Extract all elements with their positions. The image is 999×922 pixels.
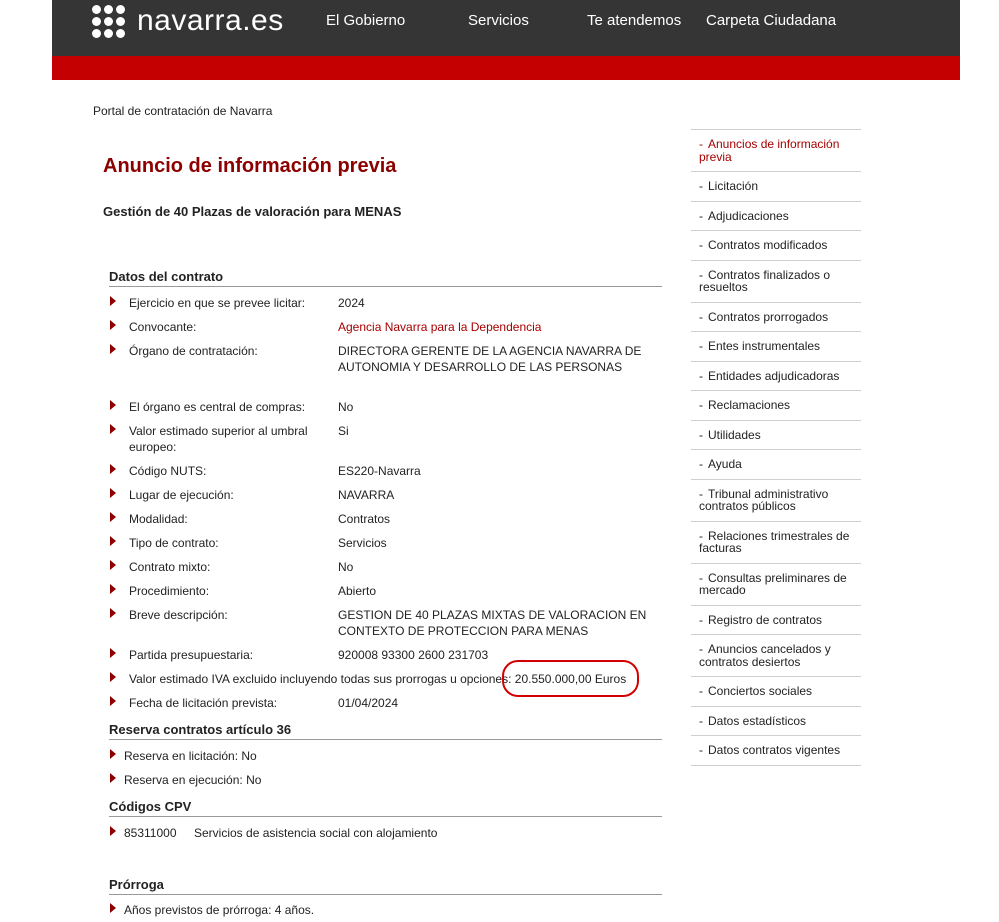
field-value: Abierto: [338, 584, 377, 598]
sidebar-item-ayuda[interactable]: - Ayuda: [691, 450, 861, 480]
sidebar-item-relaciones-trimestrales[interactable]: - Relaciones trimestrales de facturas: [691, 522, 861, 564]
sidebar-item-entes-instrumentales[interactable]: - Entes instrumentales: [691, 332, 861, 362]
bullet-icon: [110, 749, 116, 759]
bullet-icon: [110, 672, 116, 682]
convocante-link[interactable]: Agencia Navarra para la Dependencia: [338, 320, 542, 334]
sidebar-item-entidades-adjudicadoras[interactable]: - Entidades adjudicadoras: [691, 362, 861, 392]
section-title-contrato: Datos del contrato: [109, 269, 662, 287]
bullet-icon: [110, 320, 116, 330]
sidebar-item-consultas-preliminares[interactable]: - Consultas preliminares de mercado: [691, 564, 861, 606]
nav-servicios[interactable]: Servicios: [468, 12, 529, 29]
site-logo[interactable]: [92, 3, 284, 39]
bullet-icon: [110, 696, 116, 706]
prorroga-anos: Años previstos de prórroga: 4 años.: [124, 903, 315, 917]
cpv-code: 85311000: [124, 826, 177, 840]
page-subtitle: Gestión de 40 Plazas de valoración para MENAS: [103, 204, 402, 219]
sidebar-item-conciertos-sociales[interactable]: - Conciertos sociales: [691, 677, 861, 707]
field-value: No: [338, 400, 354, 414]
bullet-icon: [110, 773, 116, 783]
sidebar-item-datos-contratos-vigentes[interactable]: - Datos contratos vigentes: [691, 736, 861, 766]
field-label: Lugar de ejecución:: [129, 488, 234, 502]
highlight-circle: [502, 660, 639, 697]
section-title-reserva: Reserva contratos artículo 36: [109, 722, 662, 740]
section-title-prorroga: Prórroga: [109, 877, 662, 895]
sidebar-item-anuncios-informacion-previa[interactable]: - Anuncios de información previa: [691, 130, 861, 172]
sidebar-item-reclamaciones[interactable]: - Reclamaciones: [691, 391, 861, 421]
sidebar-item-contratos-prorrogados[interactable]: - Contratos prorrogados: [691, 303, 861, 333]
bullet-icon: [110, 560, 116, 570]
field-label: Ejercicio en que se prevee licitar:: [129, 296, 306, 310]
breadcrumb[interactable]: Portal de contratación de Navarra: [93, 104, 273, 118]
nav-carpeta-ciudadana[interactable]: Carpeta Ciudadana: [706, 12, 837, 29]
sidebar-item-utilidades[interactable]: - Utilidades: [691, 421, 861, 451]
logo-text: navarra.es: [137, 4, 284, 37]
field-value: 01/04/2024: [338, 696, 399, 710]
sidebar-item-contratos-finalizados[interactable]: - Contratos finalizados o resueltos: [691, 261, 861, 303]
sidebar-item-datos-estadisticos[interactable]: - Datos estadísticos: [691, 707, 861, 737]
sidebar-item-contratos-modificados[interactable]: - Contratos modificados: [691, 231, 861, 261]
bullet-icon: [110, 488, 116, 498]
field-value: GESTION DE 40 PLAZAS MIXTAS DE VALORACION EN CONTEXTO DE PROTECCION PARA MENAS: [338, 608, 647, 638]
bullet-icon: [110, 424, 116, 434]
bullet-icon: [110, 826, 116, 836]
valor-estimado-text: Valor estimado IVA excluido incluyendo todas sus prorrogas u opciones: 20.550.000,00 Euros: [129, 672, 627, 686]
reserva-licitacion: Reserva en licitación: No: [124, 749, 257, 763]
field-label: Modalidad:: [129, 512, 188, 526]
field-value: Servicios: [338, 536, 387, 550]
field-value: 2024: [338, 296, 365, 310]
bullet-icon: [110, 584, 116, 594]
field-label: Contrato mixto:: [129, 560, 211, 574]
field-label: Código NUTS:: [129, 464, 207, 478]
field-value: NAVARRA: [338, 488, 395, 502]
field-value: 920008 93300 2600 231703: [338, 648, 489, 662]
section-title-cpv: Códigos CPV: [109, 799, 662, 817]
bullet-icon: [110, 536, 116, 546]
bullet-icon: [110, 512, 116, 522]
bullet-icon: [110, 344, 116, 354]
field-value: Contratos: [338, 512, 391, 526]
cpv-description: Servicios de asistencia social con alojamiento: [194, 826, 438, 840]
bullet-icon: [110, 464, 116, 474]
nav-te-atendemos[interactable]: Te atendemos: [587, 12, 682, 29]
bullet-icon: [110, 608, 116, 618]
field-value: ES220-Navarra: [338, 464, 421, 478]
reserva-ejecucion: Reserva en ejecución: No: [124, 773, 262, 787]
nav-el-gobierno[interactable]: El Gobierno: [326, 12, 406, 29]
bullet-icon: [110, 648, 116, 658]
page-title: Anuncio de información previa: [103, 155, 397, 177]
field-label: El órgano es central de compras:: [129, 400, 306, 414]
field-label: Procedimiento:: [129, 584, 210, 598]
field-value: DIRECTORA GERENTE DE LA AGENCIA NAVARRA DE AUTONOMIA Y DESARROLLO DE LAS PERSONAS: [338, 344, 642, 374]
sidebar-item-licitacion[interactable]: - Licitación: [691, 172, 861, 202]
bullet-icon: [110, 296, 116, 306]
field-value: Si: [338, 424, 349, 438]
sidebar-item-adjudicaciones[interactable]: - Adjudicaciones: [691, 202, 861, 232]
field-label: Órgano de contratación:: [129, 344, 258, 358]
sidebar-item-registro-contratos[interactable]: - Registro de contratos: [691, 606, 861, 636]
sidebar-item-tribunal-administrativo[interactable]: - Tribunal administrativo contratos públicos: [691, 480, 861, 522]
bullet-icon: [110, 903, 116, 913]
field-label: Valor estimado superior al umbral europeo:: [129, 424, 308, 454]
field-label: Breve descripción:: [129, 608, 228, 622]
top-header: [52, 0, 960, 56]
field-label: Convocante:: [129, 320, 197, 334]
field-value: No: [338, 560, 354, 574]
field-label: Fecha de licitación prevista:: [129, 696, 278, 710]
sidebar-menu: [691, 129, 861, 766]
field-label: Partida presupuestaria:: [129, 648, 254, 662]
sidebar-item-anuncios-cancelados[interactable]: - Anuncios cancelados y contratos desiertos: [691, 635, 861, 677]
red-banner: [52, 56, 960, 80]
field-label: Tipo de contrato:: [129, 536, 219, 550]
bullet-icon: [110, 400, 116, 410]
logo-dots-icon: [92, 5, 125, 38]
